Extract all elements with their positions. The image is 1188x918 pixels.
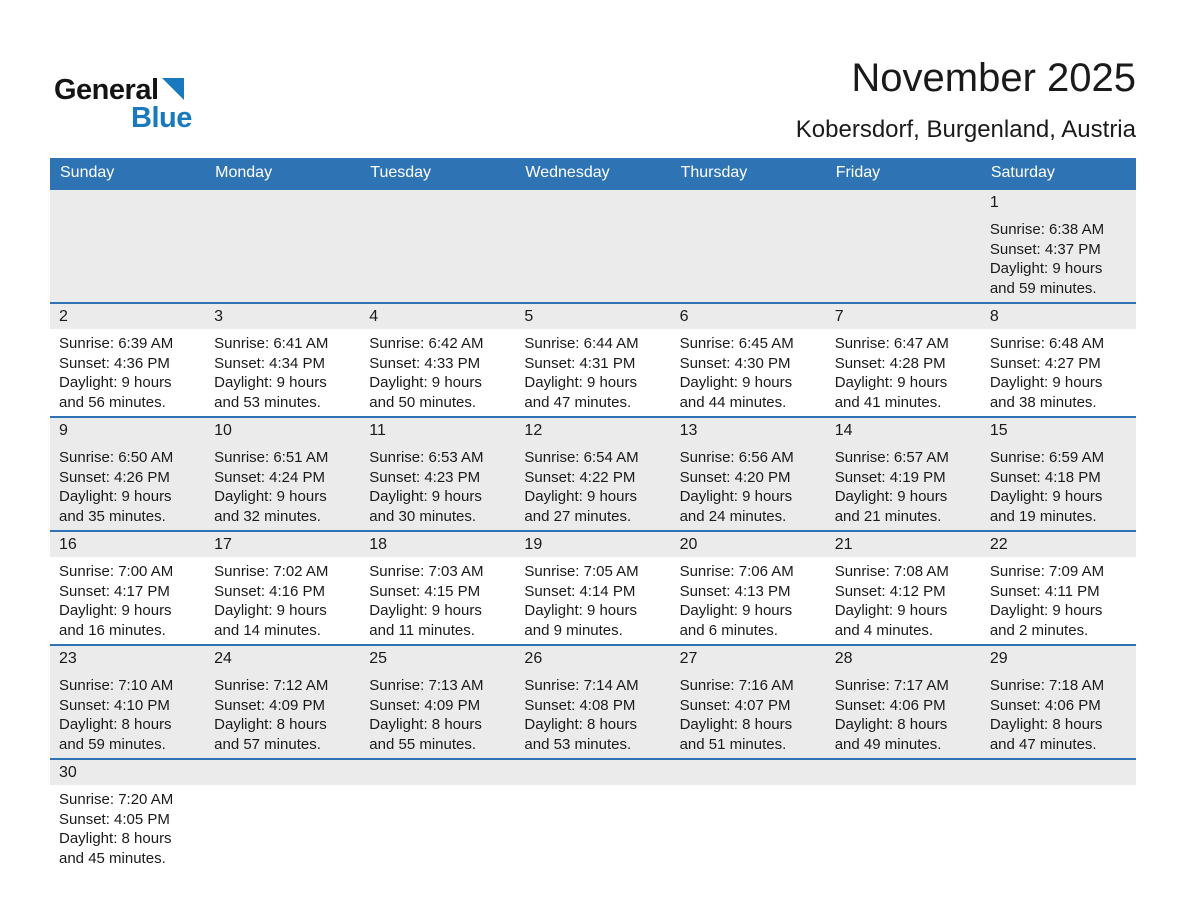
empty-day-cell	[360, 190, 515, 302]
day-details	[515, 785, 670, 794]
empty-day-cell	[826, 760, 981, 878]
day-details	[826, 329, 981, 416]
empty-day-cell	[671, 760, 826, 878]
day-detail-line: and 55 minutes.	[369, 735, 477, 753]
day-detail-line: Sunset: 4:23 PM	[369, 468, 481, 486]
day-detail-line: Sunset: 4:16 PM	[214, 582, 326, 600]
week-row	[50, 758, 1136, 878]
day-detail-line: and 2 minutes.	[989, 621, 1089, 639]
day-detail-line: Daylight: 9 hours	[369, 374, 482, 391]
day-detail-line: and 32 minutes.	[214, 507, 321, 525]
day-detail-line: and 16 minutes.	[59, 621, 166, 639]
day-detail-line: Sunrise: 7:10 AM	[59, 677, 174, 694]
day-detail-line: Daylight: 9 hours	[679, 488, 793, 505]
day-detail-line: and 35 minutes.	[59, 507, 166, 525]
day-number: 6	[671, 304, 826, 329]
day-detail-line: Sunset: 4:36 PM	[59, 354, 170, 372]
day-details	[671, 215, 826, 224]
day-detail-line: Sunrise: 6:47 AM	[834, 335, 949, 352]
day-number	[205, 190, 360, 215]
day-number: 15	[981, 418, 1136, 443]
day-details	[981, 785, 1136, 794]
day-cell	[50, 646, 205, 758]
day-details	[205, 671, 360, 758]
day-detail-line: and 53 minutes.	[524, 735, 632, 753]
day-cell	[205, 646, 360, 758]
day-detail-line: Sunrise: 6:44 AM	[524, 335, 639, 352]
day-cell	[50, 304, 205, 416]
day-number: 9	[50, 418, 205, 443]
day-number: 1	[981, 190, 1136, 215]
day-detail-line: and 59 minutes.	[989, 279, 1097, 297]
day-number	[671, 760, 826, 785]
day-number: 16	[50, 532, 205, 557]
day-detail-line: Sunset: 4:10 PM	[59, 696, 170, 714]
day-detail-line: Daylight: 8 hours	[59, 830, 172, 847]
day-detail-line: and 47 minutes.	[989, 735, 1097, 753]
day-detail-line: Sunrise: 7:09 AM	[989, 563, 1105, 580]
day-detail-line: Sunrise: 7:12 AM	[214, 677, 329, 694]
page-header	[50, 0, 1136, 158]
day-number: 24	[205, 646, 360, 671]
day-detail-line: Sunrise: 6:48 AM	[989, 335, 1105, 352]
day-cell	[826, 418, 981, 530]
day-number: 2	[50, 304, 205, 329]
week-row	[50, 416, 1136, 530]
day-detail-line: and 9 minutes.	[524, 621, 623, 639]
day-detail-line: Sunrise: 6:39 AM	[59, 335, 174, 352]
day-number: 28	[826, 646, 981, 671]
day-number: 7	[826, 304, 981, 329]
day-number: 29	[981, 646, 1136, 671]
day-cell	[515, 418, 670, 530]
day-detail-line: and 21 minutes.	[834, 507, 942, 525]
day-detail-line: Sunset: 4:34 PM	[214, 354, 326, 372]
day-detail-line: Sunrise: 7:06 AM	[679, 563, 794, 580]
weekday-row	[50, 158, 1136, 188]
day-detail-line: Sunrise: 6:42 AM	[369, 335, 484, 352]
day-number: 26	[515, 646, 670, 671]
day-details	[826, 671, 981, 758]
day-details	[360, 443, 515, 530]
weekday-header-thursday: Thursday	[680, 164, 748, 181]
day-number: 19	[515, 532, 670, 557]
day-detail-line: Sunset: 4:20 PM	[679, 468, 791, 486]
day-cell	[205, 304, 360, 416]
day-detail-line: and 27 minutes.	[524, 507, 632, 525]
day-number: 27	[671, 646, 826, 671]
weekday-header-saturday: Saturday	[990, 164, 1055, 181]
day-cell	[515, 304, 670, 416]
day-detail-line: Daylight: 9 hours	[834, 374, 948, 391]
day-detail-line: Sunrise: 7:02 AM	[214, 563, 329, 580]
day-detail-line: Sunrise: 6:41 AM	[214, 335, 329, 352]
day-details	[671, 329, 826, 416]
day-details	[205, 785, 360, 794]
day-detail-line: Daylight: 9 hours	[369, 602, 482, 619]
day-number: 22	[981, 532, 1136, 557]
week-row	[50, 644, 1136, 758]
day-detail-line: and 56 minutes.	[59, 393, 166, 411]
day-detail-line: Daylight: 8 hours	[369, 716, 482, 733]
day-detail-line: Daylight: 9 hours	[59, 602, 172, 619]
day-detail-line: Sunrise: 6:57 AM	[834, 449, 949, 466]
day-detail-line: Daylight: 9 hours	[524, 602, 637, 619]
day-details	[671, 785, 826, 794]
day-cell	[50, 418, 205, 530]
day-detail-line: and 47 minutes.	[524, 393, 632, 411]
day-number: 14	[826, 418, 981, 443]
day-detail-line: Sunrise: 6:53 AM	[369, 449, 484, 466]
day-detail-line: Daylight: 9 hours	[834, 602, 948, 619]
day-number	[360, 760, 515, 785]
day-detail-line: Sunset: 4:18 PM	[989, 468, 1101, 486]
day-details	[205, 443, 360, 530]
day-detail-line: Sunrise: 7:20 AM	[59, 791, 174, 808]
day-details	[360, 329, 515, 416]
day-detail-line: Daylight: 8 hours	[524, 716, 637, 733]
day-detail-line: Sunrise: 7:16 AM	[679, 677, 794, 694]
day-detail-line: and 49 minutes.	[834, 735, 942, 753]
day-cell	[205, 418, 360, 530]
day-detail-line: Sunset: 4:06 PM	[834, 696, 946, 714]
weekday-header-wednesday: Wednesday	[525, 164, 610, 181]
day-cell	[981, 646, 1136, 758]
week-row	[50, 302, 1136, 416]
day-detail-line: and 4 minutes.	[834, 621, 934, 639]
day-detail-line: Sunrise: 7:00 AM	[59, 563, 174, 580]
day-details	[981, 557, 1136, 644]
day-detail-line: Sunrise: 7:03 AM	[369, 563, 484, 580]
location-subtitle: Kobersdorf, Burgenland, Austria	[795, 116, 1136, 143]
day-detail-line: Sunset: 4:28 PM	[834, 354, 946, 372]
day-detail-line: and 44 minutes.	[679, 393, 787, 411]
day-number: 10	[205, 418, 360, 443]
day-cell	[50, 760, 205, 878]
day-number: 30	[50, 760, 205, 785]
day-detail-line: Daylight: 9 hours	[524, 488, 637, 505]
day-detail-line: and 51 minutes.	[679, 735, 787, 753]
day-detail-line: Daylight: 8 hours	[59, 716, 172, 733]
empty-day-cell	[515, 760, 670, 878]
day-cell	[826, 304, 981, 416]
empty-day-cell	[360, 760, 515, 878]
day-cell	[981, 532, 1136, 644]
empty-day-cell	[205, 190, 360, 302]
day-number	[515, 760, 670, 785]
day-detail-line: Sunrise: 7:05 AM	[524, 563, 639, 580]
logo-text-general: General	[54, 74, 159, 106]
day-cell	[826, 532, 981, 644]
day-detail-line: and 45 minutes.	[59, 849, 166, 867]
empty-day-cell	[826, 190, 981, 302]
day-detail-line: Sunset: 4:08 PM	[524, 696, 636, 714]
day-number: 20	[671, 532, 826, 557]
day-cell	[671, 646, 826, 758]
day-details	[826, 215, 981, 224]
day-detail-line: Sunset: 4:14 PM	[524, 582, 636, 600]
day-cell	[360, 646, 515, 758]
day-detail-line: Daylight: 8 hours	[214, 716, 327, 733]
day-cell	[671, 304, 826, 416]
day-detail-line: Daylight: 9 hours	[59, 488, 172, 505]
weekday-header-friday: Friday	[835, 164, 881, 181]
day-detail-line: Daylight: 9 hours	[214, 602, 327, 619]
day-cell	[515, 532, 670, 644]
day-cell	[981, 190, 1136, 302]
empty-day-cell	[981, 760, 1136, 878]
day-detail-line: Sunrise: 6:51 AM	[214, 449, 329, 466]
day-details	[515, 443, 670, 530]
day-number	[50, 190, 205, 215]
day-detail-line: and 38 minutes.	[989, 393, 1097, 411]
day-detail-line: Daylight: 9 hours	[834, 488, 948, 505]
day-detail-line: and 14 minutes.	[214, 621, 321, 639]
day-detail-line: and 57 minutes.	[214, 735, 321, 753]
day-detail-line: Sunset: 4:33 PM	[369, 354, 481, 372]
day-details	[205, 557, 360, 644]
day-detail-line: Sunrise: 6:56 AM	[679, 449, 794, 466]
day-detail-line: Daylight: 9 hours	[214, 488, 327, 505]
day-cell	[50, 532, 205, 644]
week-row	[50, 530, 1136, 644]
day-detail-line: Daylight: 9 hours	[679, 374, 793, 391]
day-number: 18	[360, 532, 515, 557]
day-detail-line: Sunset: 4:15 PM	[369, 582, 481, 600]
day-details	[50, 329, 205, 416]
day-details	[671, 557, 826, 644]
day-detail-line: Sunset: 4:30 PM	[679, 354, 791, 372]
day-detail-line: and 30 minutes.	[369, 507, 477, 525]
day-details	[515, 215, 670, 224]
day-number	[826, 190, 981, 215]
day-detail-line: and 53 minutes.	[214, 393, 321, 411]
day-cell	[360, 304, 515, 416]
day-detail-line: Sunset: 4:05 PM	[59, 810, 170, 828]
day-details	[50, 443, 205, 530]
day-cell	[826, 646, 981, 758]
day-detail-line: Sunset: 4:27 PM	[989, 354, 1101, 372]
day-number	[360, 190, 515, 215]
day-detail-line: Sunrise: 7:18 AM	[989, 677, 1105, 694]
day-detail-line: Sunset: 4:12 PM	[834, 582, 946, 600]
day-detail-line: and 24 minutes.	[679, 507, 787, 525]
day-number: 4	[360, 304, 515, 329]
day-detail-line: Sunset: 4:19 PM	[834, 468, 946, 486]
day-cell	[515, 646, 670, 758]
day-number	[515, 190, 670, 215]
day-number	[671, 190, 826, 215]
day-details	[50, 215, 205, 224]
day-detail-line: Daylight: 9 hours	[214, 374, 327, 391]
day-details	[981, 215, 1136, 302]
logo-text-blue: Blue	[131, 102, 192, 134]
day-details	[515, 329, 670, 416]
day-cell	[981, 418, 1136, 530]
day-detail-line: Sunrise: 6:50 AM	[59, 449, 174, 466]
day-detail-line: Sunrise: 6:38 AM	[989, 221, 1105, 238]
empty-day-cell	[671, 190, 826, 302]
day-number: 8	[981, 304, 1136, 329]
day-detail-line: Sunrise: 7:13 AM	[369, 677, 484, 694]
day-detail-line: Sunset: 4:31 PM	[524, 354, 636, 372]
day-detail-line: Sunrise: 7:08 AM	[834, 563, 949, 580]
day-detail-line: Sunrise: 7:14 AM	[524, 677, 639, 694]
day-details	[981, 443, 1136, 530]
day-detail-line: Daylight: 9 hours	[989, 602, 1103, 619]
day-detail-line: Sunrise: 6:59 AM	[989, 449, 1105, 466]
day-cell	[981, 304, 1136, 416]
empty-day-cell	[205, 760, 360, 878]
day-details	[671, 671, 826, 758]
day-number: 17	[205, 532, 360, 557]
day-cell	[205, 532, 360, 644]
general-blue-logo	[54, 76, 192, 133]
day-detail-line: and 6 minutes.	[679, 621, 778, 639]
day-detail-line: Sunset: 4:11 PM	[989, 582, 1100, 600]
empty-day-cell	[50, 190, 205, 302]
day-detail-line: Sunrise: 7:17 AM	[834, 677, 949, 694]
day-details	[360, 785, 515, 794]
day-cell	[671, 418, 826, 530]
day-number	[981, 760, 1136, 785]
day-detail-line: Sunset: 4:09 PM	[214, 696, 326, 714]
day-number: 23	[50, 646, 205, 671]
day-detail-line: Sunset: 4:24 PM	[214, 468, 326, 486]
day-detail-line: Sunrise: 6:54 AM	[524, 449, 639, 466]
day-detail-line: Daylight: 9 hours	[679, 602, 793, 619]
day-detail-line: Sunset: 4:06 PM	[989, 696, 1101, 714]
day-number: 5	[515, 304, 670, 329]
day-details	[360, 557, 515, 644]
day-details	[205, 215, 360, 224]
day-detail-line: Daylight: 9 hours	[369, 488, 482, 505]
day-number: 13	[671, 418, 826, 443]
day-number	[826, 760, 981, 785]
day-detail-line: Daylight: 9 hours	[989, 260, 1103, 277]
day-number: 21	[826, 532, 981, 557]
day-detail-line: and 41 minutes.	[834, 393, 942, 411]
day-details	[826, 785, 981, 794]
weekday-header-monday: Monday	[215, 164, 273, 181]
day-detail-line: Daylight: 8 hours	[679, 716, 793, 733]
day-details	[981, 671, 1136, 758]
day-number: 25	[360, 646, 515, 671]
week-row	[50, 188, 1136, 302]
day-detail-line: Daylight: 9 hours	[59, 374, 172, 391]
day-detail-line: Sunset: 4:37 PM	[989, 240, 1101, 258]
day-cell	[671, 532, 826, 644]
calendar	[50, 158, 1136, 878]
day-details	[981, 329, 1136, 416]
day-number: 3	[205, 304, 360, 329]
day-detail-line: Sunset: 4:22 PM	[524, 468, 636, 486]
day-details	[671, 443, 826, 530]
day-details	[826, 557, 981, 644]
day-details	[50, 785, 205, 872]
month-title: November 2025	[851, 56, 1136, 100]
day-detail-line: and 50 minutes.	[369, 393, 477, 411]
day-details	[515, 557, 670, 644]
day-cell	[360, 532, 515, 644]
day-number: 12	[515, 418, 670, 443]
day-detail-line: Daylight: 8 hours	[834, 716, 948, 733]
day-detail-line: and 19 minutes.	[989, 507, 1097, 525]
day-details	[50, 671, 205, 758]
day-details	[360, 215, 515, 224]
day-details	[515, 671, 670, 758]
day-number: 11	[360, 418, 515, 443]
day-detail-line: Daylight: 9 hours	[989, 374, 1103, 391]
calendar-weeks	[50, 188, 1136, 878]
day-details	[205, 329, 360, 416]
day-detail-line: and 59 minutes.	[59, 735, 166, 753]
weekday-header-tuesday: Tuesday	[370, 164, 432, 181]
day-detail-line: Daylight: 9 hours	[524, 374, 637, 391]
day-details	[50, 557, 205, 644]
day-details	[360, 671, 515, 758]
day-detail-line: Sunset: 4:07 PM	[679, 696, 791, 714]
day-detail-line: Sunrise: 6:45 AM	[679, 335, 794, 352]
day-detail-line: Sunset: 4:17 PM	[59, 582, 170, 600]
day-number	[205, 760, 360, 785]
empty-day-cell	[515, 190, 670, 302]
day-cell	[360, 418, 515, 530]
day-detail-line: Sunset: 4:13 PM	[679, 582, 791, 600]
day-detail-line: Daylight: 9 hours	[989, 488, 1103, 505]
weekday-header-sunday: Sunday	[60, 164, 115, 181]
day-detail-line: Daylight: 8 hours	[989, 716, 1103, 733]
day-details	[826, 443, 981, 530]
day-detail-line: Sunset: 4:26 PM	[59, 468, 170, 486]
day-detail-line: Sunset: 4:09 PM	[369, 696, 481, 714]
day-detail-line: and 11 minutes.	[369, 621, 475, 639]
